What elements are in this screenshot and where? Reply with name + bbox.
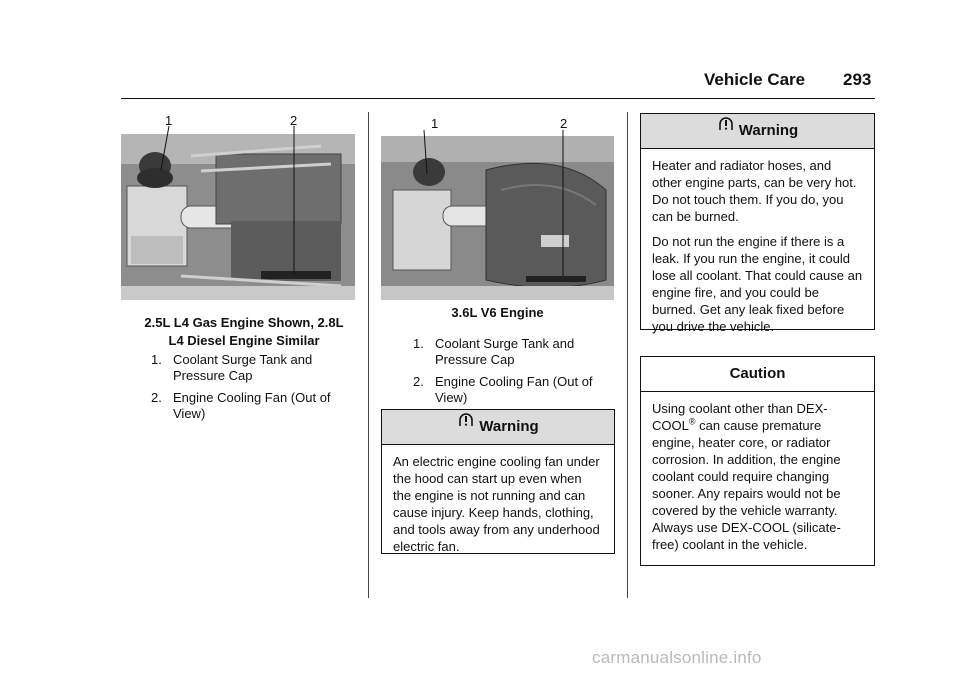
warning-title: Warning <box>479 418 539 435</box>
figure-left-callout-2: 2 <box>290 113 298 128</box>
warning-paragraph: Do not run the engine if there is a leak. If you run the engine, it could lose all coolant. That could cause an engine fire, and you could be burned. Get any leak fixed before you drive the vehicle. <box>652 234 863 334</box>
page-number: 293 <box>843 70 872 89</box>
list-item: 1. Coolant Surge Tank and Pressure Cap <box>413 336 575 367</box>
warning-title: Warning <box>738 122 799 139</box>
engine-photo-left <box>121 126 355 300</box>
figure-left-caption-line2: L4 Diesel Engine Similar <box>168 333 320 348</box>
warning-icon <box>457 408 475 442</box>
figure-middle-callout-1: 1 <box>431 116 439 131</box>
caution-box-header: Caution <box>641 357 874 392</box>
warning-box-hot-parts <box>640 113 875 334</box>
column-divider-left <box>368 112 369 598</box>
page-section-title: Vehicle Care <box>704 70 806 89</box>
engine-photo-middle <box>381 130 614 300</box>
figure-left-parts-list <box>151 352 351 428</box>
warning-paragraph: Heater and radiator hoses, and other engine parts, can be very hot. Do not touch them. If you do, you can be burned. <box>652 158 857 224</box>
header-rule <box>121 98 875 99</box>
caution-body: Using coolant other than DEX-COOL® can cause premature engine, heater core, or radiator corrosion. In addition, the engine coolant could require changing sooner. Any repairs would not be covered by the vehicle warranty. Always use DEX-COOL (silicate-free) coolant in the vehicle. <box>652 401 841 552</box>
column-divider-right <box>627 112 628 598</box>
warning-box-cooling-fan <box>381 409 615 554</box>
warning-body <box>641 149 874 349</box>
figure-left-caption <box>121 314 367 350</box>
figure-middle-parts-list <box>413 336 603 412</box>
warning-box-header <box>382 410 614 445</box>
figure-middle-caption: 3.6L V6 Engine <box>451 305 544 320</box>
warning-icon <box>717 112 735 146</box>
figure-left-caption-line1: 2.5L L4 Gas Engine Shown, 2.8L <box>144 315 344 330</box>
list-item: 2. Engine Cooling Fan (Out of View) <box>151 390 331 421</box>
list-item: 1. Coolant Surge Tank and Pressure Cap <box>151 352 313 383</box>
warning-box-header <box>641 114 874 149</box>
figure-middle-callout-2: 2 <box>560 116 568 131</box>
warning-body: An electric engine cooling fan under the hood can start up even when the engine is not running and can cause injury. Keep hands, clothing, and tools away from any underhood electric fan. <box>393 454 600 554</box>
list-item: 2. Engine Cooling Fan (Out of View) <box>413 374 593 405</box>
registered-mark: ® <box>688 416 696 427</box>
watermark: carmanualsonline.info <box>592 648 762 667</box>
caution-box-coolant <box>640 356 875 566</box>
figure-left-callout-1: 1 <box>165 113 173 128</box>
